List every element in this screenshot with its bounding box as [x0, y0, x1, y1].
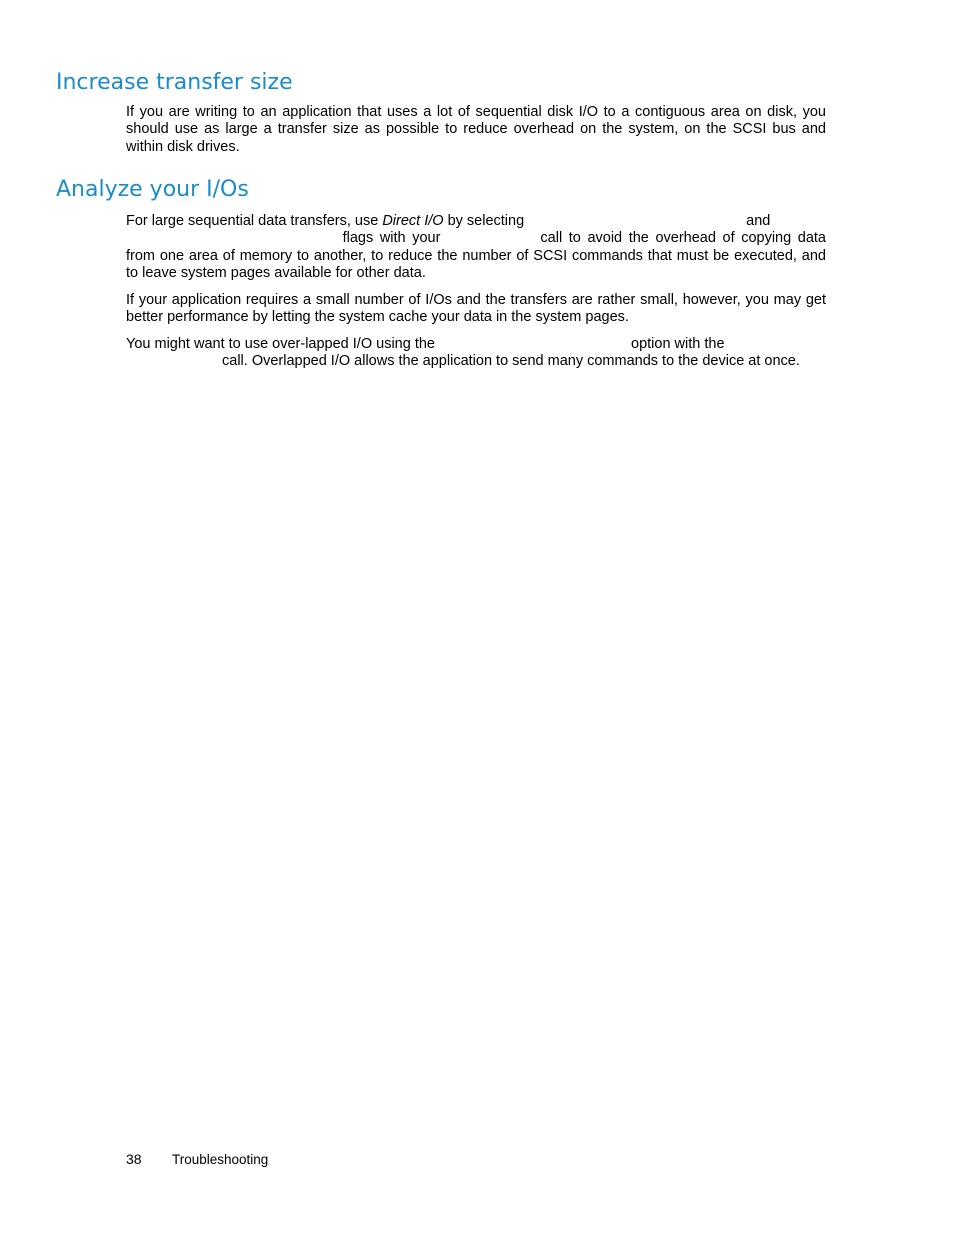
paragraph-text: You might want to use over-lapped I/O using the [126, 336, 435, 352]
section-heading-increase-transfer-size: Increase transfer size [56, 70, 293, 95]
paragraph-direct-io [126, 213, 826, 282]
footer-section-name: Troubleshooting [172, 1152, 269, 1167]
paragraph-overlapped-io [126, 336, 826, 371]
paragraph-transfer-size: If you are writing to an application that uses a lot of sequential disk I/O to a contiguous area on disk, you should use as large a transfer size as possible to reduce overhead on the system, on the SCSI bus and within disk drives. [126, 104, 826, 155]
paragraph-text: For large sequential data transfers, use [126, 213, 383, 229]
paragraph-text: and [746, 213, 771, 229]
direct-io-emphasis: Direct I/O [382, 213, 444, 229]
paragraph-text: flags with your [342, 230, 441, 247]
paragraph-text: by selecting [443, 213, 525, 229]
section-heading-analyze-ios: Analyze your I/Os [56, 177, 249, 202]
page-number: 38 [126, 1151, 142, 1167]
paragraph-text: option with the [631, 336, 725, 352]
paragraph-system-cache: If your application requires a small number of I/Os and the transfers are rather small, however, you may get better performance by letting the system cache your data in the system pages. [126, 292, 826, 326]
paragraph-text: call to avoid the overhead of copying data from one area of memory to another, to reduce the number of SCSI commands that must be executed, and to leave system pages available for other data. [126, 230, 826, 281]
paragraph-text: call. Overlapped I/O allows the application to send many commands to the device at once. [222, 353, 800, 370]
